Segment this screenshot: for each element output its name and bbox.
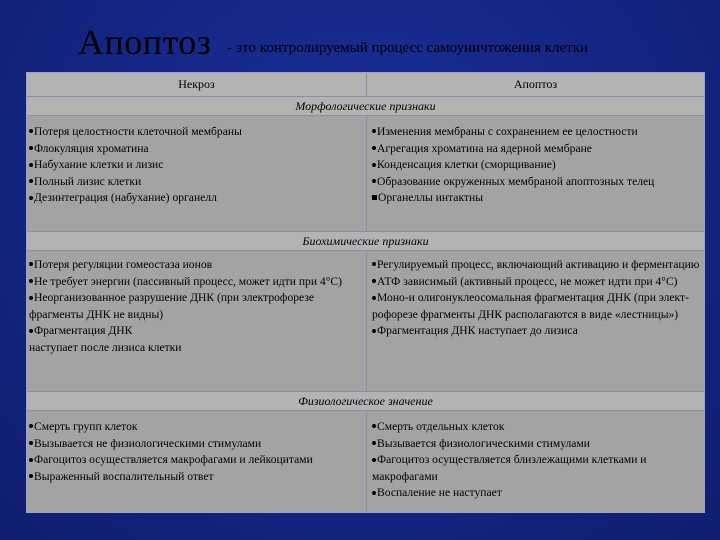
item-text: Набухание клетки и лизис (34, 158, 164, 172)
list-item (372, 323, 702, 340)
bullet-icon (372, 458, 376, 462)
bullet-icon (372, 129, 376, 133)
biochemistry-apoptosis-column (372, 257, 702, 340)
bullet-icon (29, 129, 33, 133)
item-text: Выраженный воспалительный ответ (34, 469, 214, 483)
list-item (372, 290, 702, 323)
item-text: Потеря целостности клеточной мембраны (34, 125, 242, 138)
section-title-physiology: Физиологическое значение (27, 391, 704, 411)
list-item (372, 452, 702, 485)
bullet-icon (29, 296, 33, 300)
column-divider (366, 411, 367, 512)
list-item (29, 257, 365, 274)
bullet-icon (372, 179, 376, 183)
bullet-icon (372, 424, 376, 428)
item-text: Конденсация клетки (сморщивание) (377, 158, 556, 172)
column-divider (366, 116, 367, 231)
list-item (29, 174, 365, 191)
header-apoptosis: Апоптоз (513, 77, 558, 91)
comparison-table (26, 72, 705, 513)
bullet-icon (29, 329, 33, 333)
section-body-biochemistry (27, 251, 704, 391)
bullet-icon (372, 146, 376, 150)
column-divider (366, 251, 367, 391)
bullet-icon (372, 441, 376, 445)
item-text: Фагоцитоз осуществляется близлежащими клетками и макрофагами (372, 453, 647, 483)
item-text: Фрагментация ДНК наступает до лизиса (377, 324, 578, 338)
item-text: Флокуляция хроматина (34, 141, 149, 155)
bullet-icon (29, 424, 33, 428)
section-body-physiology (27, 411, 704, 512)
morphology-apoptosis-column (372, 124, 702, 207)
morphology-necrosis-column (29, 124, 365, 207)
item-text: Неорганизованное разрушение ДНК (при электрофорезе фрагменты ДНК не видны) (29, 291, 315, 321)
item-text: Моно-и олигонуклеосомальная фрагментация ДНК (при элект-рофорезе фрагменты ДНК располагаются в виде «лестницы») (372, 291, 689, 321)
section-body-morphology (27, 116, 704, 231)
list-item (29, 419, 365, 436)
list-item (29, 190, 365, 207)
item-text: Смерть отдельных клеток (377, 420, 505, 433)
list-item (29, 452, 365, 469)
bullet-icon (29, 474, 33, 478)
list-item (29, 274, 365, 291)
list-item (29, 436, 365, 453)
list-item (372, 419, 702, 436)
physiology-apoptosis-column (372, 419, 702, 502)
item-text: Фрагментация ДНК (34, 324, 133, 338)
item-text: Воспаление не наступает (377, 486, 502, 500)
bullet-icon (372, 279, 376, 283)
bullet-icon (29, 458, 33, 462)
item-text: Регулируемый процесс, включающий активацию и ферментацию (377, 258, 700, 271)
header-necrosis: Некроз (178, 77, 215, 91)
item-text: Полный лизис клетки (34, 174, 142, 188)
item-text: Вызывается физиологическими стимулами (377, 436, 590, 450)
biochemistry-necrosis-column (29, 257, 365, 357)
list-item (29, 290, 365, 323)
bullet-icon (29, 441, 33, 445)
list-item (372, 436, 702, 453)
title-subtitle: - это контролируемый процесс самоуничтожения клетки (227, 40, 588, 56)
item-text: Потеря регуляции гомеостаза ионов (34, 258, 213, 271)
bullet-icon (29, 262, 33, 266)
list-item (372, 257, 702, 274)
item-text: Фагоцитоз осуществляется макрофагами и лейкоцитами (34, 453, 313, 467)
bullet-icon (29, 179, 33, 183)
bullet-icon (29, 146, 33, 150)
bullet-icon (372, 262, 376, 266)
list-item (29, 157, 365, 174)
item-text: Не требует энергии (пассивный процесс, может идти при 4°С) (34, 274, 342, 288)
bullet-icon (29, 163, 33, 167)
slide-title (0, 22, 720, 66)
list-item (29, 469, 365, 486)
item-text: Дезинтеграция (набухание) органелл (34, 191, 217, 205)
section-title-morphology: Морфологические признаки (27, 96, 704, 116)
title-main: Апоптоз (78, 22, 212, 62)
item-text: Изменения мембраны с сохранением ее целостности (377, 125, 638, 138)
bullet-icon (372, 329, 376, 333)
physiology-necrosis-column (29, 419, 365, 485)
item-text: Вызывается не физиологическими стимулами (34, 436, 262, 450)
item-text: Агрегация хроматина на ядерной мембране (377, 141, 592, 155)
bullet-icon (372, 163, 376, 167)
bullet-icon (372, 491, 376, 495)
list-item (29, 141, 365, 158)
list-item (372, 190, 702, 207)
item-text: Органеллы интактны (378, 191, 483, 205)
list-item (29, 323, 365, 340)
list-item (372, 124, 702, 141)
bullet-icon (372, 296, 376, 300)
bullet-icon (29, 196, 33, 200)
list-item (372, 274, 702, 291)
list-item (372, 141, 702, 158)
item-text: Образование окруженных мембраной апоптозных телец (377, 174, 655, 188)
list-item (372, 485, 702, 502)
list-item (372, 157, 702, 174)
square-bullet-icon (372, 195, 377, 200)
item-text: АТФ зависимый (активный процесс, не может идти при 4°С) (377, 274, 678, 288)
item-text: Смерть групп клеток (34, 420, 138, 433)
table-header-row (27, 73, 704, 97)
list-item (29, 124, 365, 141)
list-item-continuation: наступает после лизиса клетки (29, 340, 182, 354)
list-item (372, 174, 702, 191)
bullet-icon (29, 279, 33, 283)
section-title-biochemistry: Биохимические признаки (27, 231, 704, 251)
